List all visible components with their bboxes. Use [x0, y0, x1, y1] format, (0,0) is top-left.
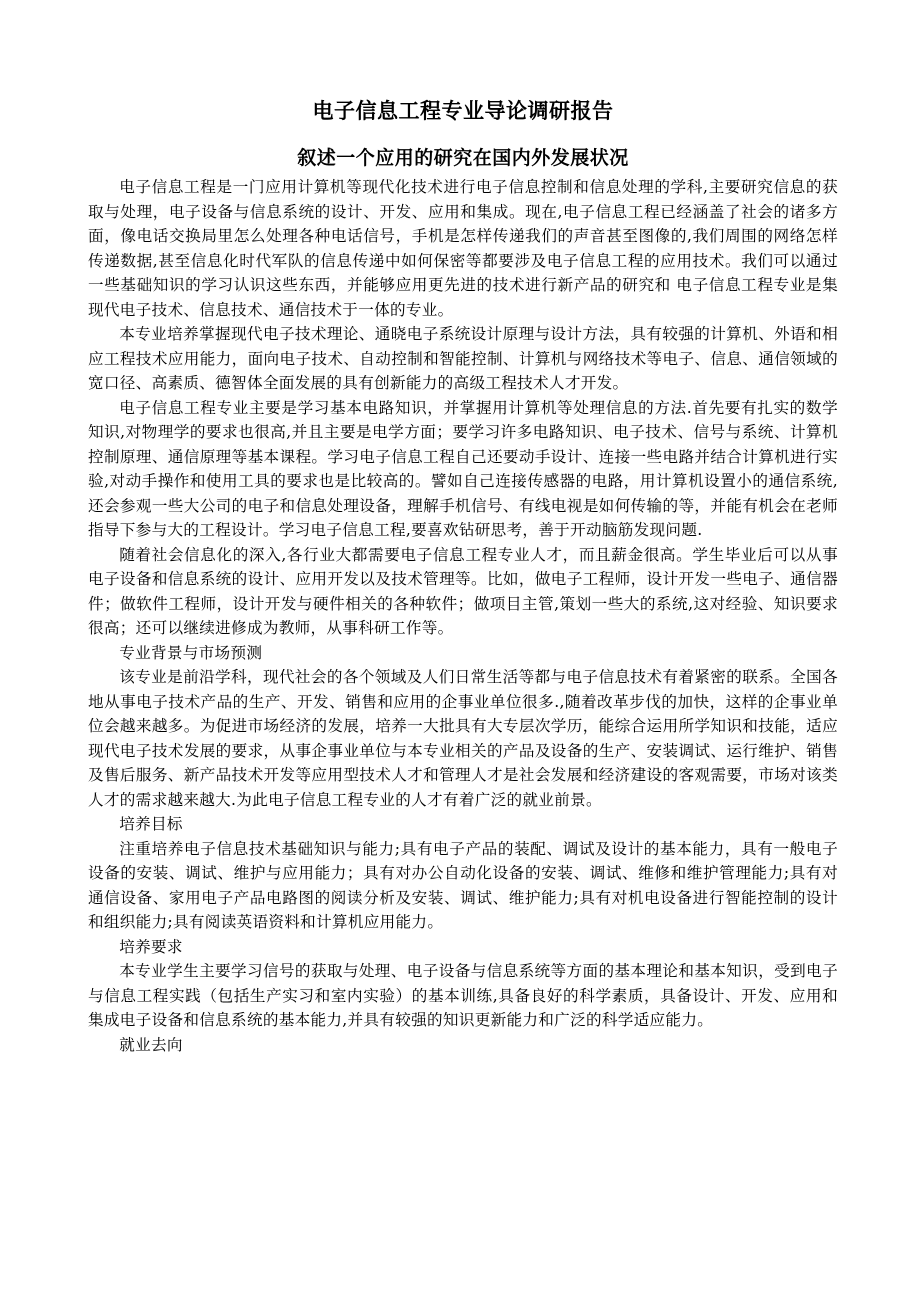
- document-page: [88, 96, 838, 1057]
- paragraph-requirements: 本专业学生主要学习信号的获取与处理、电子设备与信息系统等方面的基本理论和基本知识，受到电子与信息工程实践（包括生产实习和室内实验）的基本训练,具备良好的科学素质，具备设计、开发、应用和集成电子设备和信息系统的基本能力,并具有较强的知识更新能力和广泛的科学适应能力。: [88, 962, 838, 1029]
- section-heading-goals: 培养目标: [119, 815, 183, 833]
- paragraph-goals: 注重培养电子信息技术基础知识与能力;具有电子产品的装配、调试及设计的基本能力，具有一般电子设备的安装、调试、维护与应用能力；具有对办公自动化设备的安装、调试、维修和维护管理能力;具有对通信设备、家用电子产品电路图的阅读分析及安装、调试、维护能力;具有对机电设备进行智能控制的设计和组织能力;具有阅读英语资料和计算机应用能力。: [88, 839, 838, 931]
- paragraph-study: 电子信息工程专业主要是学习基本电路知识，并掌握用计算机等处理信息的方法.首先要有扎实的数学知识,对物理学的要求也很高,并且主要是电学方面；要学习许多电路知识、电子技术、信号与系统、计算机控制原理、通信原理等基本课程。学习电子信息工程自己还要动手设计、连接一些电路并结合计算机进行实验,对动手操作和使用工具的要求也是比较高的。譬如自己连接传感器的电路，用计算机设置小的通信系统,还会参观一些大公司的电子和信息处理设备，理解手机信号、有线电视是如何传输的等，并能有机会在老师指导下参与大的工程设计。学习电子信息工程,要喜欢钻研思考，善于开动脑筋发现问题.: [88, 398, 838, 539]
- section-heading-employment: 就业去向: [119, 1035, 183, 1054]
- document-body: [88, 175, 838, 1057]
- section-heading-background: 专业背景与市场预测: [119, 643, 263, 662]
- section-heading-requirements: 培养要求: [119, 937, 183, 956]
- document-title: 电子信息工程专业导论调研报告: [312, 99, 614, 123]
- paragraph-career: 随着社会信息化的深入,各行业大都需要电子信息工程专业人才，而且薪金很高。学生毕业后可以从事电子设备和信息系统的设计、应用开发以及技术管理等。比如，做电子工程师，设计开发一些电子、通信器件；做软件工程师，设计开发与硬件相关的各种软件；做项目主管,策划一些大的系统,这对经验、知识要求很高；还可以继续进修成为教师，从事科研工作等。: [88, 545, 838, 637]
- paragraph-intro: 电子信息工程是一门应用计算机等现代化技术进行电子信息控制和信息处理的学科,主要研究信息的获取与处理，电子设备与信息系统的设计、开发、应用和集成。现在,电子信息工程已经涵盖了社会的诸多方面，像电话交换局里怎么处理各种电话信号，手机是怎样传递我们的声音甚至图像的,我们周围的网络怎样传递数据,甚至信息化时代军队的信息传递中如何保密等都要涉及电子信息工程的应用技术。我们可以通过一些基础知识的学习认识这些东西，并能够应用更先进的技术进行新产品的研究和 电子信息工程专业是集现代电子技术、信息技术、通信技术于一体的专业。: [88, 178, 838, 319]
- paragraph-training: 本专业培养掌握现代电子技术理论、通晓电子系统设计原理与设计方法，具有较强的计算机、外语和相应工程技术应用能力，面向电子技术、自动控制和智能控制、计算机与网络技术等电子、信息、通信领域的宽口径、高素质、德智体全面发展的具有创新能力的高级工程技术人才开发。: [88, 325, 838, 392]
- document-subtitle: 叙述一个应用的研究在国内外发展状况: [297, 147, 629, 169]
- paragraph-background: 该专业是前沿学科，现代社会的各个领域及人们日常生活等都与电子信息技术有着紧密的联系。全国各地从事电子技术产品的生产、开发、销售和应用的企事业单位很多.,随着改革步伐的加快，这样的企事业单位会越来越多。为促进市场经济的发展，培养一大批具有大专层次学历，能综合运用所学知识和技能，适应现代电子技术发展的要求，从事企事业单位与本专业相关的产品及设备的生产、安装调试、运行维护、销售及售后服务、新产品技术开发等应用型技术人才和管理人才是社会发展和经济建设的客观需要，市场对该类人才的需求越来越大.为此电子信息工程专业的人才有着广泛的就业前景。: [88, 668, 838, 809]
